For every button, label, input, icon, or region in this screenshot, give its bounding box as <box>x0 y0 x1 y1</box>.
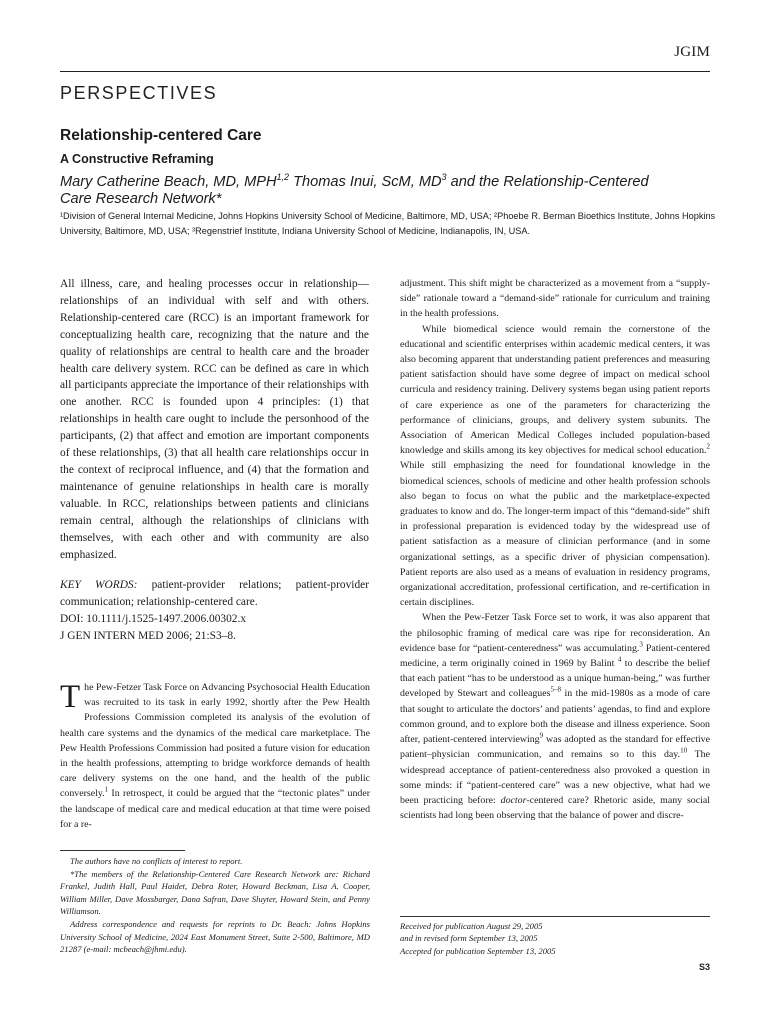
author-text: Thomas Inui, ScM, MD <box>289 174 442 190</box>
keywords-text: patient-provider relations; patient-provider communication; relationship-centered care. <box>60 579 369 608</box>
intro-paragraph <box>60 680 370 832</box>
citation: J GEN INTERN MED 2006; 21:S3–8. <box>60 629 236 642</box>
revised-date: and in revised form September 13, 2005 <box>400 933 538 944</box>
body-text: -centered care? Rhetoric aside, many social scientists had long been observing that the balance of power and discre- <box>400 794 710 822</box>
accepted-date: Accepted for publication September 13, 2005 <box>400 945 556 956</box>
footnote-conflicts: The authors have no conflicts of interest to report. <box>70 856 243 866</box>
keywords-block <box>60 577 369 645</box>
section-label: PERSPECTIVES <box>60 83 218 103</box>
body-text: was adopted as the standard for effective patient–physician communication, and remains so to this day. <box>400 734 711 761</box>
body-text: Patient-centered medicine, a term originally coined in 1969 by Balint <box>400 642 710 670</box>
article-title: Relationship-centered Care <box>60 127 262 144</box>
received-rule <box>400 916 710 917</box>
body-text: in the mid-1980s as a mode of care that sought to articulate the doctors’ and patients’ agendas, to find and explore common ground, and to explore both the disease and illness experience. Soon after, patient-centered interviewing <box>400 688 710 746</box>
author-text: Care Research Network* <box>60 191 222 207</box>
intro-text: In retrospect, it could be argued that the “tectonic plates” under the landscape of medical care and medical education at that time were poised for a re- <box>60 788 370 830</box>
intro-text: he Pew-Fetzer Task Force on Advancing Psychosocial Health Education was recruited to its task in early 1992, shortly after the Pew Health Professions Commission completed its analysis of the evolution of health care systems and the dynamics of the medical care marketplace. The Pew Health Professions Commission had posited a future vision for education in the health professions, attempting to bridge workforce demands of health care delivery systems on the one hand, and the health of the public conversely. <box>60 682 370 800</box>
reference-marker: 3 <box>639 640 643 649</box>
drop-cap: T <box>60 679 81 715</box>
right-column <box>400 276 710 823</box>
reference-marker: 5–8 <box>550 686 561 695</box>
footnote-rule <box>60 850 185 851</box>
journal-name: JGIM <box>674 44 710 60</box>
body-paragraph: adjustment. This shift might be characterized as a movement from a “supply-side” rationale toward a “demand-side” rationale for curriculum and training in the health professions. <box>400 278 710 320</box>
reference-marker: 10 <box>680 747 688 755</box>
footnote-network: *The members of the Relationship-Centered Care Research Network are: Richard Frankel, Judith Hall, Paul Haidet, Debra Roter, Howard Beckman, Lisa A. Cooper, William Miller, Dave Mossbarger, Dana Safran, Dave Sluyter, Howard Stein, and Penny Williamson. <box>60 868 370 917</box>
author-superscript: 3 <box>441 172 447 183</box>
author-superscript: 1,2 <box>276 172 290 183</box>
author-list <box>60 174 720 208</box>
body-text: While still emphasizing the need for foundational knowledge in the biomedical sciences, schools of medicine and other health profession schools also began to focus on what the public and the marketplace-expected graduates to know and do. The longer-term impact of this “demand-side” shift in professional preparation is evidenced today by the widespread use of patient satisfaction as a measure of clinician performance (and in some organizational settings, as a specific driver of physician compensation). Patient reports are also used as a means of evaluation in residency programs, organizational accreditation, professional certification, and re-certification in certain disciplines. <box>400 460 710 609</box>
abstract: All illness, care, and healing processes occur in relationship—relationships of an individual with self and with others. Relationship-centered care (RCC) is an important framework for conceptualizing health care, recognizing that the nature and the quality of relationships are central to health care and the broader health care delivery system. RCC can be defined as care in which all participants appreciate the importance of their relationships with one another. RCC is founded upon 4 principles: (1) that relationships in health care ought to include the personhood of the participants, (2) that affect and emotion are important components of these relationships, (3) that all health care relationships occur in the context of reciprocal influence, and (4) that the formation and maintenance of genuine relationships in health care is morally valuable. In RCC, relationships between patients and clinicians remain central, although the relationships of clinicians with themselves, with each other and with community are also emphasized. <box>60 278 369 561</box>
footnote-correspondence: Address correspondence and requests for reprints to Dr. Beach: Johns Hopkins University School of Medicine, 2024 East Monument Street, Suite 2-500, Baltimore, MD 21287 (e-mail: mcbeach@jhmi.edu). <box>60 918 370 955</box>
body-text: When the Pew-Fetzer Task Force set to work, it was also apparent that the philosophic framing of medical care was ripe for reconsideration. An evidence base for “patient-centeredness” was accumulating. <box>400 612 710 654</box>
article-subtitle: A Constructive Reframing <box>60 152 214 166</box>
affiliations: ¹Division of General Internal Medicine, Johns Hopkins University School of Medicine, Baltimore, MD, USA; ²Phoebe R. Berman Bioethics Institute, Johns Hopkins University, Baltimore, MD, USA; ³Regenstrief Institute, Indiana University School of Medicine, Indianapolis, IN, USA. <box>60 211 716 236</box>
keywords <box>60 577 369 611</box>
body-paragraph <box>400 610 710 823</box>
footnotes <box>60 855 370 956</box>
page-number: S3 <box>698 962 710 972</box>
author-text: Mary Catherine Beach, MD, MPH <box>60 174 277 190</box>
reference-marker: 9 <box>539 731 544 740</box>
reference-marker: 2 <box>706 442 710 451</box>
body-text: While biomedical science would remain the cornerstone of the educational and scientific enterprises within academic medical centers, it was also becoming apparent that understanding patient preferences and measuring patient satisfaction should have some degree of impact on medical school curricula and residency training. Delivery systems began using patient reports of care experience as one of the parameters for characterizing the performance of clinicians, groups, and delivery system subunits. The Association of American Medical Colleges included population-based knowledge and skills among its key objectives for medical school education. <box>400 323 710 457</box>
body-text: to describe the belief that each patient “has to be understood as a unique human-being,” was further developed by Stewart and colleagues <box>400 658 710 700</box>
doi: DOI: 10.1111/j.1525-1497.2006.00302.x <box>60 612 247 625</box>
publication-dates <box>400 920 710 957</box>
author-text: and the Relationship-Centered <box>446 174 649 190</box>
body-paragraph <box>400 322 710 611</box>
body-text: The widespread acceptance of patient-centeredness also provoked a question in some minds: if “patient-centered care” was a new objective, what had we been practicing before: <box>400 749 710 806</box>
received-date: Received for publication August 29, 2005 <box>400 921 543 931</box>
header-rule <box>60 71 710 72</box>
body-emphasis: doctor <box>500 794 527 806</box>
keywords-label: KEY WORDS: <box>60 579 138 591</box>
reference-marker: 4 <box>617 655 622 664</box>
reference-marker: 1 <box>104 786 109 795</box>
